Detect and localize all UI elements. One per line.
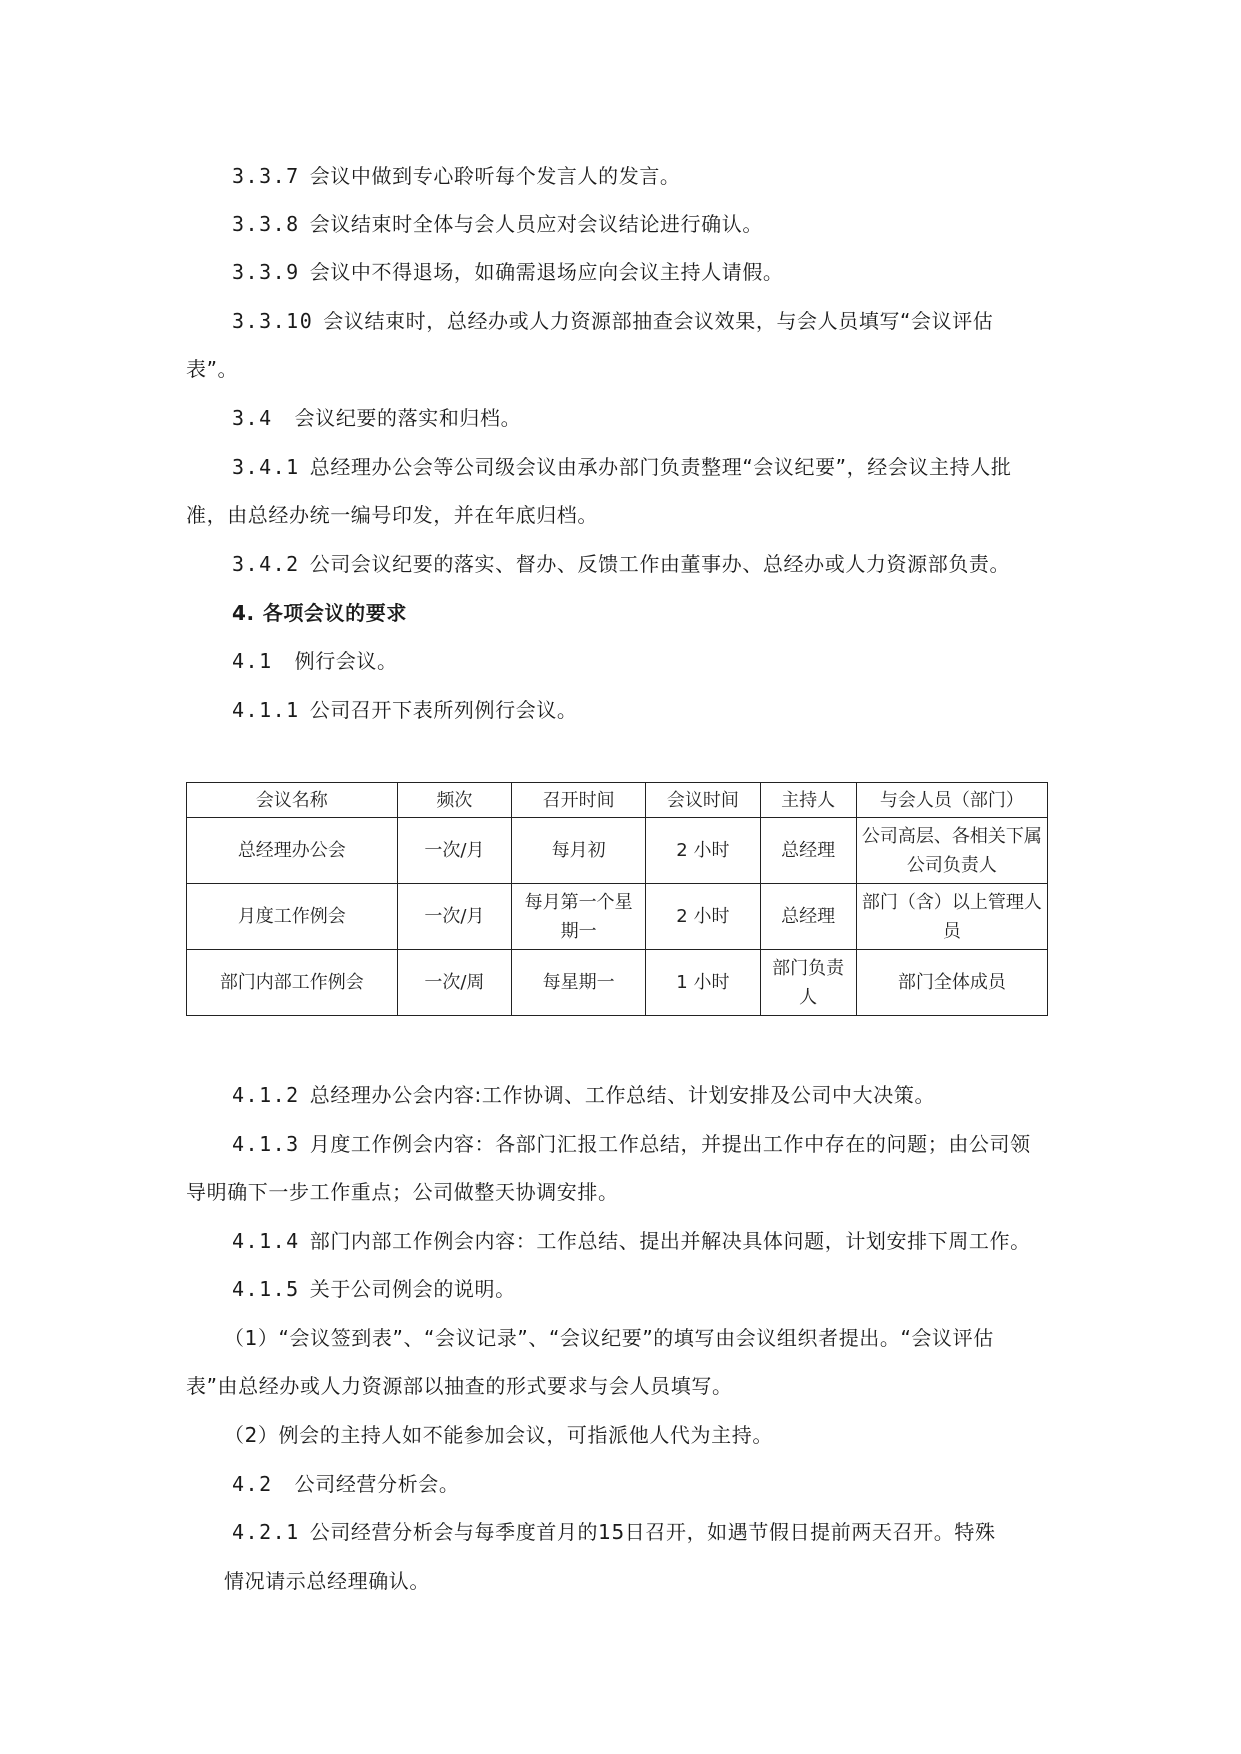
section-number: 3.3.9: [232, 260, 300, 284]
paragraph-text: 会议纪要的落实和归档。: [294, 406, 522, 430]
list-marker: （2）: [224, 1423, 279, 1447]
paragraph-4-1-3-continued: 导明确下一步工作重点；公司做整天协调安排。: [186, 1180, 619, 1204]
section-number: 3.3.7: [232, 164, 300, 188]
table-cell: 一次/月: [397, 818, 512, 884]
table-cell: 2 小时: [646, 884, 761, 950]
list-marker: （1）: [224, 1326, 279, 1350]
table-cell: 部门（含）以上管理人员: [856, 884, 1047, 950]
paragraph-3-3-8: [232, 212, 763, 236]
table-cell: 每月初: [512, 818, 646, 884]
table-header-row: [187, 783, 1048, 818]
section-number: 4.1.1: [232, 698, 300, 722]
table-cell: 总经理办公会: [187, 818, 398, 884]
paragraph-text: 会议结束时全体与会人员应对会议结论进行确认。: [309, 212, 763, 236]
paragraph-3-3-10-continued: 表”。: [186, 357, 239, 381]
section-number: 4.1.3: [232, 1132, 300, 1156]
paragraph-4-1-1: [232, 698, 578, 722]
paragraph-4-2-1: [232, 1520, 996, 1544]
note-item-1-continued: 表”由总经办或人力资源部以抽查的形式要求与会人员填写。: [186, 1374, 733, 1398]
table-cell: 月度工作例会: [187, 884, 398, 950]
table-cell: 总经理: [760, 818, 856, 884]
paragraph-3-4: [232, 406, 521, 430]
paragraph-4-1: [232, 649, 398, 673]
paragraph-text: 公司经营分析会与每季度首月的15日召开，如遇节假日提前两天召开。特殊: [309, 1520, 996, 1544]
table-header-cell: 会议名称: [187, 783, 398, 818]
paragraph-text: 公司召开下表所列例行会议。: [309, 698, 578, 722]
paragraph-text: 总经理办公会内容:工作协调、工作总结、计划安排及公司中大决策。: [309, 1083, 936, 1107]
paragraph-3-3-10: [232, 309, 993, 333]
paragraph-text: 总经理办公会等公司级会议由承办部门负责整理“会议纪要”，经会议主持人批: [309, 455, 1012, 479]
table-row: [187, 884, 1048, 950]
paragraph-text: 部门内部工作例会内容：工作总结、提出并解决具体问题，计划安排下周工作。: [309, 1229, 1031, 1253]
paragraph-4-1-3: [232, 1132, 1031, 1156]
paragraph-3-3-7: [232, 164, 681, 188]
paragraph-4-1-4: [232, 1229, 1031, 1253]
table-cell: 每月第一个星期一: [512, 884, 646, 950]
paragraph-3-4-2: [232, 552, 1010, 576]
section-heading-4: [232, 601, 407, 625]
table-header-cell: 与会人员（部门）: [856, 783, 1047, 818]
table-cell: 部门负责人: [760, 950, 856, 1016]
section-number: 4.1.5: [232, 1277, 300, 1301]
table-header-cell: 频次: [397, 783, 512, 818]
section-number: 4.1: [232, 649, 273, 673]
paragraph-3-4-1: [232, 455, 1011, 479]
table-cell: 公司高层、各相关下属公司负责人: [856, 818, 1047, 884]
table-cell: 一次/月: [397, 884, 512, 950]
table-header-cell: 主持人: [760, 783, 856, 818]
section-number: 3.3.8: [232, 212, 300, 236]
section-number: 4.2: [232, 1472, 273, 1496]
paragraph-3-4-1-continued: 准，由总经办统一编号印发，并在年底归档。: [186, 503, 598, 527]
table-cell: 每星期一: [512, 950, 646, 1016]
table-cell: 部门内部工作例会: [187, 950, 398, 1016]
section-number: 3.4.1: [232, 455, 300, 479]
table-header-cell: 会议时间: [646, 783, 761, 818]
paragraph-text: 公司经营分析会。: [294, 1472, 460, 1496]
table-row: [187, 818, 1048, 884]
paragraph-text: 会议中做到专心聆听每个发言人的发言。: [309, 164, 681, 188]
paragraph-text: 例行会议。: [294, 649, 398, 673]
note-item-1: [224, 1326, 994, 1350]
paragraph-4-2-1-continued: 情况请示总经理确认。: [224, 1569, 430, 1593]
table-cell: 一次/周: [397, 950, 512, 1016]
paragraph-text: 例会的主持人如不能参加会议，可指派他人代为主持。: [278, 1423, 773, 1447]
paragraph-text: 公司会议纪要的落实、督办、反馈工作由董事办、总经办或人力资源部负责。: [309, 552, 1011, 576]
note-item-2: [224, 1423, 773, 1447]
paragraph-text: 会议中不得退场，如确需退场应向会议主持人请假。: [309, 260, 784, 284]
section-number: 3.3.10: [232, 309, 314, 333]
paragraph-text: 关于公司例会的说明。: [309, 1277, 516, 1301]
paragraph-4-1-5: [232, 1277, 516, 1301]
paragraph-4-1-2: [232, 1083, 935, 1107]
section-number: 4.1.4: [232, 1229, 300, 1253]
routine-meetings-table: [186, 782, 1048, 1016]
heading-text: 各项会议的要求: [262, 601, 407, 625]
paragraph-text: 月度工作例会内容：各部门汇报工作总结，并提出工作中存在的问题；由公司领: [309, 1132, 1031, 1156]
table-cell: 1 小时: [646, 950, 761, 1016]
section-number: 4.1.2: [232, 1083, 300, 1107]
section-number: 4.2.1: [232, 1520, 300, 1544]
paragraph-3-3-9: [232, 260, 784, 284]
table-header-cell: 召开时间: [512, 783, 646, 818]
table-row: [187, 950, 1048, 1016]
paragraph-text: 会议结束时，总经办或人力资源部抽查会议效果，与会人员填写“会议评估: [323, 309, 994, 333]
table-cell: 总经理: [760, 884, 856, 950]
section-number: 4.: [232, 601, 255, 625]
paragraph-text: “会议签到表”、“会议记录”、“会议纪要”的填写由会议组织者提出。“会议评估: [278, 1326, 994, 1350]
table-cell: 2 小时: [646, 818, 761, 884]
section-number: 3.4: [232, 406, 273, 430]
table-cell: 部门全体成员: [856, 950, 1047, 1016]
paragraph-4-2: [232, 1472, 459, 1496]
section-number: 3.4.2: [232, 552, 300, 576]
